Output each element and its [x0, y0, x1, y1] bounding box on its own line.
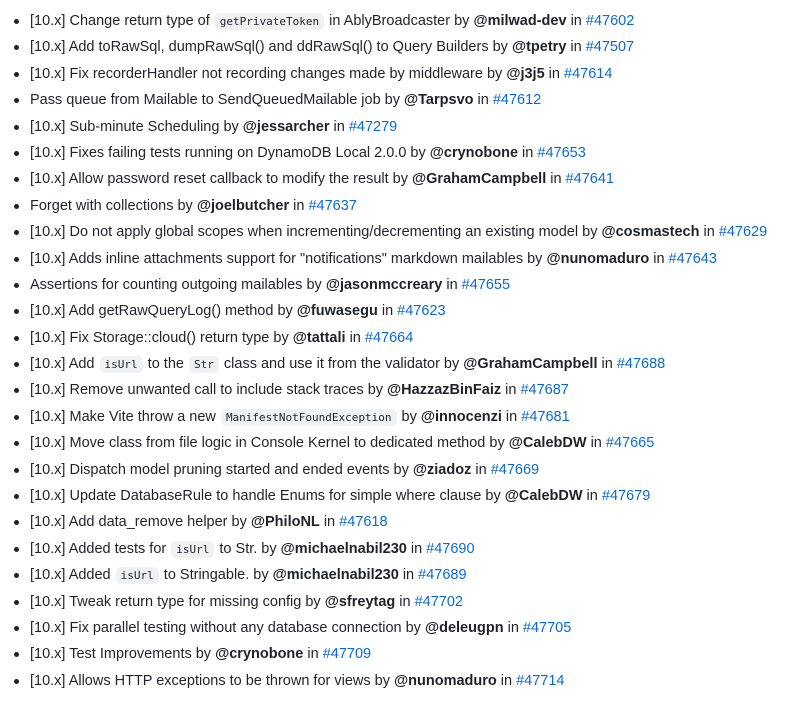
bullet-icon [14, 151, 19, 156]
item-text: [10.x] Fixes failing tests running on DynamoDB Local 2.0.0 by [30, 144, 430, 161]
author-mention-link[interactable]: @crynobone [215, 646, 304, 663]
changelog-item [0, 272, 800, 298]
item-text: [10.x] Dispatch model pruning started and ended events by [30, 461, 413, 478]
bullet-icon [14, 362, 19, 367]
item-text: [10.x] Move class from file logic in Console Kernel to dedicated method by [30, 435, 509, 452]
pull-request-link[interactable]: #47623 [397, 303, 446, 320]
bullet-icon [14, 283, 19, 288]
item-text: in [501, 382, 521, 399]
changelog-item [0, 377, 800, 403]
pull-request-link[interactable]: #47643 [668, 250, 717, 267]
changelog-item [0, 562, 800, 588]
item-text: class and use it from the validator by [219, 356, 464, 373]
item-text: in [473, 92, 493, 109]
author-mention-link[interactable]: @CalebDW [508, 435, 587, 452]
author-mention-link[interactable]: @HazzazBinFaiz [387, 382, 502, 399]
changelog-item [0, 615, 800, 641]
author-mention-link[interactable]: @jessarcher [242, 118, 330, 135]
item-text: in AblyBroadcaster by [325, 13, 474, 29]
changelog-item [0, 61, 800, 87]
bullet-icon [14, 204, 19, 209]
pull-request-link[interactable]: #47507 [585, 39, 635, 56]
pull-request-link[interactable]: #47705 [522, 619, 572, 636]
author-mention-link[interactable]: @fuwasegu [296, 303, 378, 320]
pull-request-link[interactable]: #47679 [601, 488, 651, 505]
bullet-icon [14, 98, 19, 103]
author-mention-link[interactable]: @cosmastech [601, 224, 700, 241]
pull-request-link[interactable]: #47714 [516, 672, 565, 689]
bullet-icon [14, 336, 19, 341]
changelog-item [0, 325, 800, 351]
item-text: in [597, 356, 617, 373]
item-text: in [329, 118, 349, 135]
bullet-icon [14, 125, 19, 130]
item-text: in [345, 329, 365, 346]
item-text: [10.x] Remove unwanted call to include stack traces by [30, 382, 388, 399]
bullet-icon [14, 19, 19, 24]
bullet-icon [14, 626, 19, 631]
changelog-item [0, 351, 800, 377]
bullet-icon [14, 441, 19, 446]
changelog-item [0, 668, 800, 694]
item-text: [10.x] Do not apply global scopes when incrementing/decrementing an existing model by [30, 224, 602, 241]
item-text: in [471, 461, 491, 478]
changelog-item [0, 298, 800, 324]
pull-request-link[interactable]: #47653 [537, 144, 586, 161]
author-mention-link[interactable]: @michaelnabil230 [280, 540, 407, 557]
bullet-icon [14, 257, 19, 262]
changelog-item [0, 589, 800, 615]
pull-request-link[interactable]: #47688 [616, 356, 666, 373]
changelog-item [0, 483, 800, 509]
author-mention-link[interactable]: @PhiloNL [250, 514, 320, 531]
item-text: in [398, 567, 419, 584]
item-text: Pass queue from Mailable to SendQueuedMailable job by [30, 92, 405, 109]
changelog-item [0, 509, 800, 535]
pull-request-link[interactable]: #47629 [718, 224, 768, 241]
item-text: [10.x] Fix Storage::cloud() return type by [30, 329, 293, 346]
author-mention-link[interactable]: @innocenzi [420, 408, 502, 425]
item-text: [10.x] Add getRawQueryLog() method by [30, 303, 297, 320]
pull-request-link[interactable]: #47618 [339, 514, 388, 531]
item-text: Forget with collections by [30, 197, 197, 214]
item-text: by [397, 408, 421, 425]
item-text: in [582, 488, 602, 505]
pull-request-link[interactable]: #47641 [565, 171, 614, 188]
author-mention-link[interactable]: @Tarpsvo [404, 92, 474, 109]
item-text: [10.x] Change return type of [30, 13, 214, 29]
pull-request-link[interactable]: #47702 [414, 593, 463, 610]
item-text: to the [143, 356, 188, 373]
author-mention-link[interactable]: @michaelnabil230 [272, 567, 399, 584]
changelog-item [0, 404, 800, 430]
bullet-icon [14, 177, 19, 182]
author-mention-link[interactable]: @CalebDW [504, 488, 583, 505]
item-text: in [566, 13, 586, 29]
bullet-icon [14, 468, 19, 473]
item-text: Assertions for counting outgoing mailables by [30, 276, 326, 293]
author-mention-link[interactable]: @tpetry [511, 39, 567, 56]
item-text: [10.x] Tweak return type for missing config by [30, 593, 325, 610]
bullet-icon [14, 230, 19, 235]
changelog-item [0, 114, 800, 140]
inline-code: isUrl [171, 541, 214, 558]
bullet-icon [14, 520, 19, 525]
bullet-icon [14, 309, 19, 314]
item-text: in [303, 646, 323, 663]
item-text: [10.x] Allow password reset callback to modify the result by [30, 171, 413, 188]
author-mention-link[interactable]: @GrahamCampbell [412, 171, 547, 188]
item-text: [10.x] Test Improvements by [30, 646, 216, 663]
item-text: to Stringable. by [159, 567, 273, 584]
bullet-icon [14, 679, 19, 684]
pull-request-link[interactable]: #47612 [492, 92, 542, 109]
item-text: [10.x] Fix recorderHandler not recording changes made by middleware by [30, 65, 507, 82]
item-text: [10.x] Adds inline attachments support for "notifications" markdown mailables by [30, 250, 547, 267]
item-text: in [496, 672, 517, 689]
changelog-item [0, 8, 800, 34]
item-text: [10.x] Fix parallel testing without any database connection by [30, 619, 425, 636]
bullet-icon [14, 600, 19, 605]
item-text: in [503, 619, 523, 636]
author-mention-link[interactable]: @j3j5 [506, 65, 545, 82]
author-mention-link[interactable]: @deleugpn [424, 619, 504, 636]
item-text: [10.x] Added tests for [30, 540, 171, 557]
item-text: in [442, 276, 462, 293]
author-mention-link[interactable]: @milwad-dev [473, 13, 567, 29]
bullet-icon [14, 494, 19, 499]
inline-code: getPrivateToken [215, 13, 324, 30]
bullet-icon [14, 45, 19, 50]
changelog-item [0, 641, 800, 667]
author-mention-link[interactable]: @GrahamCampbell [463, 356, 598, 373]
author-mention-link[interactable]: @crynobone [429, 144, 519, 161]
changelog-item [0, 140, 800, 166]
changelog-item [0, 87, 800, 113]
pull-request-link[interactable]: #47279 [348, 118, 398, 135]
changelog-item [0, 536, 800, 562]
pull-request-link[interactable]: #47689 [418, 567, 467, 584]
item-text: in [377, 303, 398, 320]
changelog-item [0, 166, 800, 192]
item-text: [10.x] Add [30, 356, 99, 373]
item-text: [10.x] Allows HTTP exceptions to be thrown for views by [30, 672, 395, 689]
item-text: in [319, 514, 340, 531]
author-mention-link[interactable]: @sfreytag [324, 593, 396, 610]
item-text: in [699, 224, 719, 241]
item-text: in [649, 250, 669, 267]
item-text: [10.x] Added [30, 567, 115, 584]
changelog-item [0, 219, 800, 245]
author-mention-link[interactable]: @jasonmccreary [325, 276, 443, 293]
item-text: in [544, 65, 564, 82]
bullet-icon [14, 652, 19, 657]
pull-request-link[interactable]: #47602 [585, 13, 635, 29]
item-text: in [289, 197, 309, 214]
bullet-icon [14, 388, 19, 393]
changelog-item [0, 457, 800, 483]
pull-request-link[interactable]: #47665 [605, 435, 655, 452]
pull-request-link[interactable]: #47709 [322, 646, 372, 663]
inline-code: ManifestNotFoundException [221, 409, 397, 426]
item-text: in [546, 171, 566, 188]
bullet-icon [14, 415, 19, 420]
item-text: to Str. by [215, 540, 281, 557]
item-text: in [501, 408, 522, 425]
item-text: [10.x] Sub-minute Scheduling by [30, 118, 243, 135]
item-text: in [406, 540, 427, 557]
item-text: in [518, 144, 538, 161]
author-mention-link[interactable]: @nunomaduro [394, 672, 497, 689]
pull-request-link[interactable]: #47681 [521, 408, 570, 425]
inline-code: isUrl [116, 567, 159, 584]
changelog-item [0, 193, 800, 219]
pull-request-link[interactable]: #47664 [364, 329, 414, 346]
item-text: [10.x] Make Vite throw a new [30, 408, 220, 425]
bullet-icon [14, 547, 19, 552]
author-mention-link[interactable]: @joelbutcher [196, 197, 290, 214]
author-mention-link[interactable]: @ziadoz [412, 461, 472, 478]
item-text: [10.x] Update DatabaseRule to handle Enums for simple where clause by [30, 488, 505, 505]
pull-request-link[interactable]: #47669 [490, 461, 540, 478]
pull-request-link[interactable]: #47614 [564, 65, 613, 82]
item-text: in [586, 435, 606, 452]
bullet-icon [14, 573, 19, 578]
inline-code: isUrl [100, 356, 143, 373]
inline-code: Str [189, 356, 219, 373]
item-text: in [566, 39, 586, 56]
changelog-item [0, 430, 800, 456]
pull-request-link[interactable]: #47655 [461, 276, 511, 293]
changelog-item [0, 246, 800, 272]
author-mention-link[interactable]: @tattali [292, 329, 346, 346]
pull-request-link[interactable]: #47637 [308, 197, 357, 214]
item-text: [10.x] Add data_remove helper by [30, 514, 251, 531]
changelog-item [0, 34, 800, 60]
item-text: in [395, 593, 415, 610]
item-text: [10.x] Add toRawSql, dumpRawSql() and ddRawSql() to Query Builders by [30, 39, 512, 56]
pull-request-link[interactable]: #47690 [426, 540, 475, 557]
pull-request-link[interactable]: #47687 [520, 382, 569, 399]
bullet-icon [14, 72, 19, 77]
author-mention-link[interactable]: @nunomaduro [546, 250, 650, 267]
